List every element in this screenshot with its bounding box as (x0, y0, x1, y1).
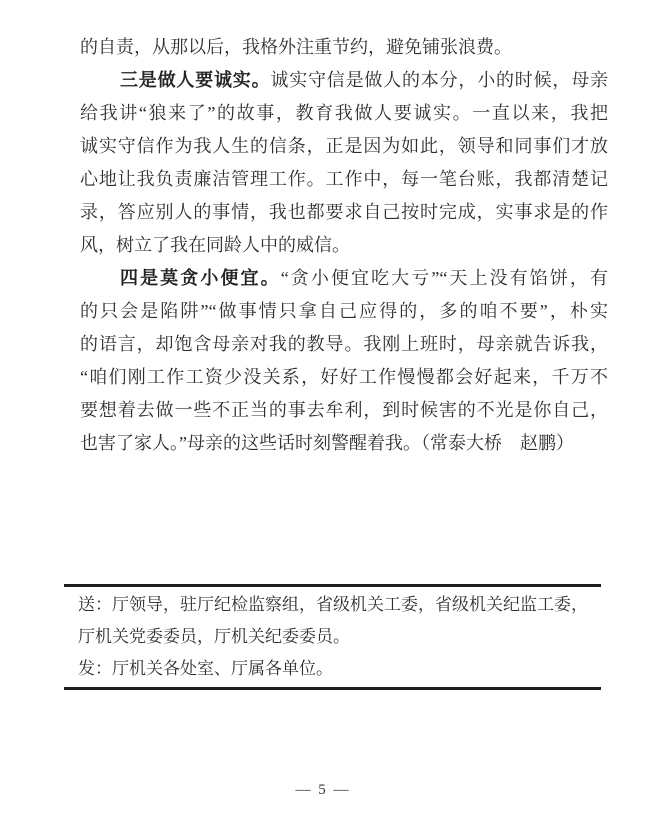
body-line-text: “贪小便宜吃大亏”“天上没有馅饼，有 (280, 268, 609, 288)
divider-bottom (64, 687, 601, 690)
body-line (80, 262, 608, 295)
body-line: 也害了家人。”母亲的这些话时刻警醒着我。（常泰大桥 赵鹏） (80, 433, 574, 453)
body-line: 的只会是陷阱”“做事情只拿自己应得的，多的咱不要”，朴实 (80, 301, 608, 321)
body-line: 要想着去做一些不正当的事去牟利，到时候害的不光是你自己， (80, 400, 608, 420)
body-line: 给我讲“狼来了”的故事，教育我做人要诚实。一直以来，我把 (80, 103, 608, 123)
body-line: 录，答应别人的事情，我也都要求自己按时完成，实事求是的作 (80, 202, 608, 222)
page-number: — 5 — (295, 782, 351, 798)
distribution-issue-line: 发：厅机关各处室、厅属各单位。 (78, 659, 333, 678)
paragraph-heading: 四是莫贪小便宜。 (120, 268, 281, 288)
distribution-send-line: 厅机关党委委员，厅机关纪委委员。 (78, 627, 350, 646)
paragraph-heading: 三是做人要诚实。 (120, 70, 271, 90)
distribution-text (64, 587, 601, 687)
body-line: 诚实守信作为我人生的信条，正是因为如此，领导和同事们才放 (80, 136, 608, 156)
body-line (80, 64, 608, 97)
body-text (80, 31, 608, 460)
body-line: “咱们刚工作工资少没关系，好好工作慢慢都会好起来，千万不 (80, 367, 608, 387)
body-line-text: 诚实守信是做人的本分，小的时候，母亲 (270, 70, 609, 90)
body-line: 的自责，从那以后，我格外注重节约，避免铺张浪费。 (80, 37, 512, 57)
body-line: 心地让我负责廉洁管理工作。工作中，每一笔台账，我都清楚记 (80, 169, 608, 189)
distribution-send-line: 送：厅领导，驻厅纪检监察组，省级机关工委，省级机关纪监工委， (78, 595, 588, 614)
body-line: 的语言，却饱含母亲对我的教导。我刚上班时，母亲就告诉我， (80, 334, 608, 354)
distribution-block (64, 584, 601, 690)
body-line: 风，树立了我在同龄人中的威信。 (80, 235, 350, 255)
